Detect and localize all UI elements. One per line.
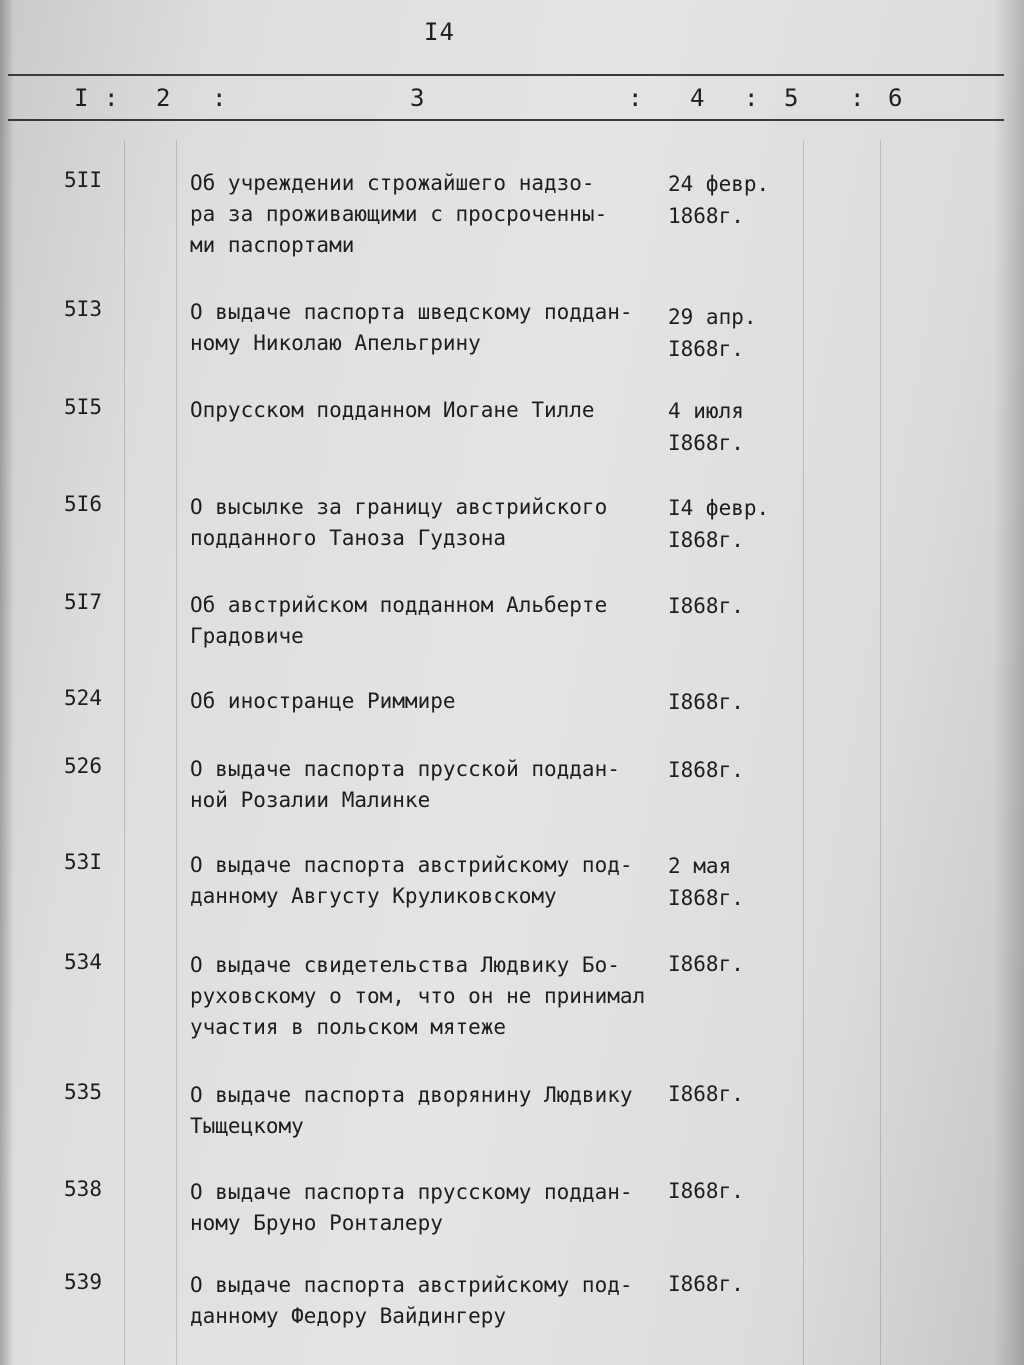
- header-separator: :: [104, 84, 119, 112]
- header-col-4: 4: [690, 84, 705, 112]
- entry-date: I868г.: [668, 758, 744, 782]
- entry-number: 524: [64, 686, 102, 710]
- header-separator: :: [212, 84, 227, 112]
- entry-date: I868г.: [668, 1082, 744, 1106]
- column-divider: [880, 140, 881, 1365]
- page-number: I4: [424, 18, 455, 46]
- header-col-5: 5: [784, 84, 799, 112]
- entry-title: О выдаче паспорта прусскому поддан- ному Бруно Ронталеру: [190, 1180, 633, 1235]
- header-rule-bottom: [8, 119, 1004, 121]
- entry-title: О выдаче паспорта дворянину Людвику Тыщецкому: [190, 1083, 633, 1138]
- header-col-1: I: [74, 84, 89, 112]
- entry-date: 29 апр. I868г.: [668, 305, 757, 361]
- header-rule-top: [8, 74, 1004, 76]
- entry-title: О высылке за границу австрийского подданного Таноза Гудзона: [190, 495, 608, 550]
- entry-title: Опрусском подданном Иогане Тилле: [190, 398, 595, 422]
- page-shadow-right: [994, 0, 1024, 1365]
- entry-number: 5I7: [64, 590, 102, 614]
- page-shadow-left: [0, 0, 14, 1365]
- entry-number: 539: [64, 1270, 102, 1294]
- entry-number: 538: [64, 1177, 102, 1201]
- header-col-2: 2: [156, 84, 171, 112]
- column-divider: [124, 140, 125, 1365]
- column-divider: [176, 140, 177, 1365]
- entry-number: 5I5: [64, 395, 102, 419]
- entry-title: Об иностранце Риммире: [190, 689, 456, 713]
- entry-date: I868г.: [668, 1272, 744, 1296]
- entry-title: О выдаче свидетельства Людвику Бо- руховскому о том, что он не принимал участия в польском мятеже: [190, 953, 646, 1039]
- entry-date: 24 февр. 1868г.: [668, 172, 770, 228]
- entry-title: О выдаче паспорта шведскому поддан- ному Николаю Апельгрину: [190, 300, 633, 355]
- entry-number: 53I: [64, 850, 102, 874]
- entry-number: 526: [64, 754, 102, 778]
- entry-date: I868г.: [668, 952, 744, 976]
- entry-title: О выдаче паспорта австрийскому под- данному Федору Вайдингеру: [190, 1273, 633, 1328]
- column-divider: [803, 140, 804, 1365]
- entry-number: 535: [64, 1080, 102, 1104]
- entry-title: Об учреждении строжайшего надзо- ра за проживающими с просроченны- ми паспортами: [190, 171, 608, 257]
- entry-date: I4 февр. I868г.: [668, 496, 770, 552]
- entry-date: 4 июля I868г.: [668, 399, 744, 455]
- header-separator: :: [628, 84, 643, 112]
- header-col-3: 3: [410, 84, 425, 112]
- entry-date: I868г.: [668, 1179, 744, 1203]
- entry-date: I868г.: [668, 594, 744, 618]
- entry-title: О выдаче паспорта прусской поддан- ной Розалии Малинке: [190, 757, 620, 812]
- entry-title: О выдаче паспорта австрийскому под- данному Августу Круликовскому: [190, 853, 633, 908]
- header-col-6: 6: [888, 84, 903, 112]
- entry-number: 534: [64, 950, 102, 974]
- entry-number: 5I3: [64, 297, 102, 321]
- entry-number: 5II: [64, 168, 102, 192]
- header-separator: :: [744, 84, 759, 112]
- entry-title: Об австрийском подданном Альберте Градовиче: [190, 593, 608, 648]
- header-separator: :: [850, 84, 865, 112]
- entry-date: I868г.: [668, 690, 744, 714]
- entry-number: 5I6: [64, 492, 102, 516]
- entry-date: 2 мая I868г.: [668, 854, 744, 910]
